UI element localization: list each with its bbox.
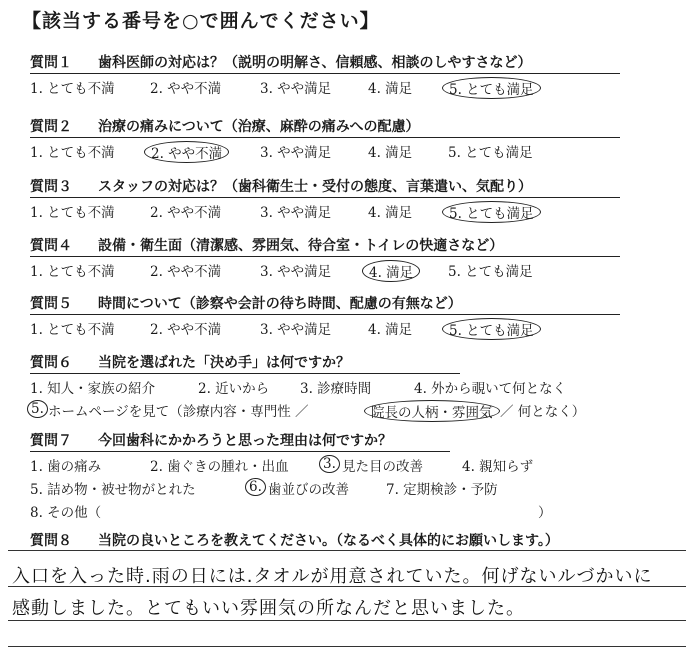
option-7[interactable]: 7. 定期検診・予防 xyxy=(386,482,498,498)
question-3-number: 質問３ xyxy=(30,179,72,195)
option-2[interactable]: 2. やや不満 xyxy=(150,205,222,221)
question-4-options xyxy=(30,260,640,280)
option-6-selected-number[interactable]: 6. xyxy=(245,478,266,496)
option-2-selected[interactable]: 2. やや不満 xyxy=(144,141,229,163)
option-4[interactable]: 4. 満足 xyxy=(368,322,413,338)
option-3[interactable]: 3. やや満足 xyxy=(260,205,332,221)
answer-line-1: 入口を入った時.雨の日には.タオルが用意されていた。何げないルづかいに xyxy=(12,566,653,587)
question-6-row-1 xyxy=(30,377,640,397)
question-4-number: 質問４ xyxy=(30,238,72,254)
answer-line-2: 感動しました。とてもいい雰囲気の所なんだと思いました。 xyxy=(12,598,525,619)
option-3[interactable]: 3. やや満足 xyxy=(260,81,332,97)
option-3-text: 見た目の改善 xyxy=(342,459,423,475)
option-2[interactable]: 2. やや不満 xyxy=(150,264,222,280)
question-3 xyxy=(30,176,640,221)
question-2-title xyxy=(30,116,620,138)
option-4[interactable]: 4. 外から覗いて何となく xyxy=(414,381,567,397)
option-1[interactable]: 1. 歯の痛み xyxy=(30,459,102,475)
question-6-title xyxy=(30,352,460,374)
option-3[interactable]: 3. やや満足 xyxy=(260,145,332,161)
question-4 xyxy=(30,235,640,280)
question-8-text: 当院の良いところを教えてください。（なるべく具体的にお願いします。） xyxy=(98,533,559,549)
question-2-text: 治療の痛みについて（治療、麻酔の痛みへの配慮） xyxy=(98,119,420,135)
option-1[interactable]: 1. とても不満 xyxy=(30,322,115,338)
option-3[interactable]: 3. やや満足 xyxy=(260,264,332,280)
question-1-number: 質問１ xyxy=(30,55,72,71)
question-7-title xyxy=(30,430,450,452)
option-8[interactable]: 8. その他（ xyxy=(30,505,102,521)
form-header: 【該当する番号を○で囲んでください】 xyxy=(22,10,380,32)
question-7-number: 質問７ xyxy=(30,433,72,449)
question-7 xyxy=(30,430,640,521)
option-4[interactable]: 4. 親知らず xyxy=(462,459,534,475)
answer-line-divider xyxy=(8,620,686,621)
option-2[interactable]: 2. やや不満 xyxy=(150,81,222,97)
question-5-number: 質問５ xyxy=(30,296,72,312)
option-6-text: 歯並びの改善 xyxy=(268,482,349,498)
option-3[interactable]: 3. 診療時間 xyxy=(300,381,372,397)
question-1-text: 歯科医師の対応は？（説明の明解さ、信頼感、相談のしやすさなど） xyxy=(98,55,532,71)
answer-line-divider xyxy=(8,586,686,587)
question-7-row-3 xyxy=(30,501,640,521)
question-2 xyxy=(30,116,640,161)
option-4-selected[interactable]: 4. 満足 xyxy=(362,260,420,282)
question-1-title xyxy=(30,52,620,74)
question-5-title xyxy=(30,293,620,315)
option-3-selected-number[interactable]: 3. xyxy=(319,455,340,473)
option-5[interactable]: 5. 詰め物・被せ物がとれた xyxy=(30,482,196,498)
question-5-options xyxy=(30,318,640,338)
answer-line-divider xyxy=(8,646,686,647)
question-8-number: 質問８ xyxy=(30,533,72,549)
question-5-text: 時間について（診察や会計の待ち時間、配慮の有無など） xyxy=(98,296,462,312)
option-4[interactable]: 4. 満足 xyxy=(368,205,413,221)
option-2[interactable]: 2. 近いから xyxy=(198,381,270,397)
option-1[interactable]: 1. とても不満 xyxy=(30,205,115,221)
question-6-number: 質問６ xyxy=(30,355,72,371)
option-5[interactable]: 5. とても満足 xyxy=(448,145,533,161)
option-5-selected-number[interactable]: 5. xyxy=(27,400,48,418)
option-1[interactable]: 1. とても不満 xyxy=(30,264,115,280)
question-3-options xyxy=(30,201,640,221)
option-5-selected[interactable]: 5. とても満足 xyxy=(442,201,541,223)
option-5-end: ／ 何となく） xyxy=(500,404,586,420)
question-7-row-2 xyxy=(30,478,640,498)
option-5-selected[interactable]: 5. とても満足 xyxy=(442,318,541,340)
question-2-options xyxy=(30,141,640,161)
option-5[interactable]: 5. とても満足 xyxy=(448,264,533,280)
option-5-text: ホームページを見て（診療内容・専門性 ／ xyxy=(48,404,309,420)
option-4[interactable]: 4. 満足 xyxy=(368,145,413,161)
question-4-text: 設備・衛生面（清潔感、雰囲気、待合室・トイレの快適さなど） xyxy=(98,238,504,254)
question-1-options xyxy=(30,77,640,97)
question-4-title xyxy=(30,235,620,257)
question-6-row-2 xyxy=(30,400,640,420)
question-5 xyxy=(30,293,640,338)
option-4[interactable]: 4. 満足 xyxy=(368,81,413,97)
option-1[interactable]: 1. 知人・家族の紹介 xyxy=(30,381,156,397)
question-3-title xyxy=(30,176,620,198)
option-1[interactable]: 1. とても不満 xyxy=(30,145,115,161)
question-1 xyxy=(30,52,640,97)
option-5-selected[interactable]: 5. とても満足 xyxy=(442,77,541,99)
option-2[interactable]: 2. やや不満 xyxy=(150,322,222,338)
question-8-answer-box[interactable] xyxy=(8,548,686,668)
question-6 xyxy=(30,352,640,420)
option-5-circled-choice[interactable]: 院長の人柄・雰囲気 xyxy=(364,400,500,422)
option-2[interactable]: 2. 歯ぐきの腫れ・出血 xyxy=(150,459,289,475)
option-3[interactable]: 3. やや満足 xyxy=(260,322,332,338)
question-3-text: スタッフの対応は？（歯科衛生士・受付の態度、言葉遣い、気配り） xyxy=(98,179,532,195)
answer-line-divider xyxy=(8,550,686,551)
question-6-text: 当院を選ばれた「決め手」は何ですか？ xyxy=(98,355,350,371)
question-2-number: 質問２ xyxy=(30,119,72,135)
question-7-row-1 xyxy=(30,455,640,475)
question-7-text: 今回歯科にかかろうと思った理由は何ですか？ xyxy=(98,433,392,449)
option-8-close: ） xyxy=(538,505,552,521)
option-1[interactable]: 1. とても不満 xyxy=(30,81,115,97)
